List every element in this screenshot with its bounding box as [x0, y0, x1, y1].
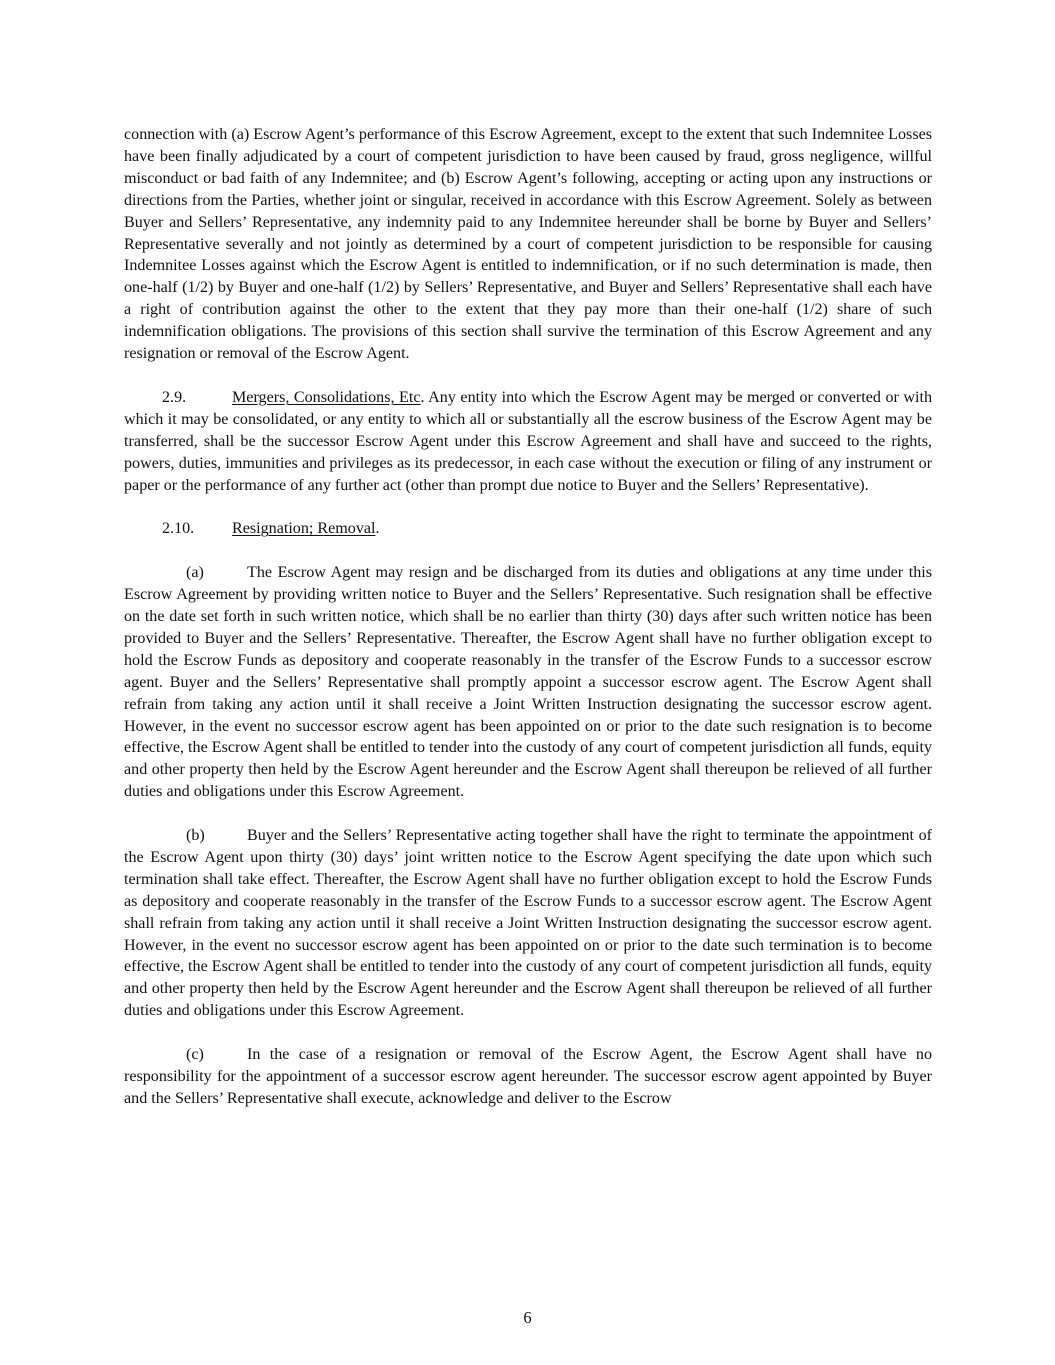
section-number: 2.9. — [162, 388, 187, 406]
page-body — [124, 124, 932, 1132]
section-title: Resignation; Removal — [232, 520, 376, 538]
subsection-text: The Escrow Agent may resign and be discharged from its duties and obligations at any time under this Escrow Agreement by providing written notice to Buyer and the Sellers’ Representative. Such resignation shall be effective on the date set forth in such written notice, which shall be no earlier than thirty (30) days after such written notice has been provided to Buyer and the Sellers’ Representative. Thereafter, the Escrow Agent shall have no further obligation except to hold the Escrow Funds as depository and cooperate reasonably in the transfer of the Escrow Funds to a successor escrow agent. Buyer and the Sellers’ Representative shall promptly appoint a successor escrow agent. The Escrow Agent shall refrain from taking any action until it shall receive a Joint Written Instruction designating the successor escrow agent. However, in the event no successor escrow agent has been appointed on or prior to the date such resignation is to become effective, the Escrow Agent shall be entitled to tender into the custody of any court of competent jurisdiction all funds, equity and other property then held by the Escrow Agent hereunder and the Escrow Agent shall thereupon be relieved of all further duties and obligations under this Escrow Agreement. — [124, 564, 932, 801]
section-title-punctuation: . — [420, 388, 425, 406]
subsection-a — [124, 562, 932, 803]
subsection-c — [124, 1044, 932, 1110]
section-2-10-heading — [124, 518, 932, 540]
page-number: 6 — [523, 1308, 532, 1327]
section-2-9 — [124, 387, 932, 497]
continuation-paragraph: connection with (a) Escrow Agent’s performance of this Escrow Agreement, except to the extent that such Indemnitee Losses have been finally adjudicated by a court of competent jurisdiction to have been caused by fraud, gross negligence, willful misconduct or bad faith of any Indemnitee; and (b) Escrow Agent’s following, accepting or acting upon any instructions or directions from the Parties, whether joint or singular, received in accordance with this Escrow Agreement. Solely as between Buyer and Sellers’ Representative, any indemnity paid to any Indemnitee hereunder shall be borne by Buyer and Sellers’ Representative severally and not jointly as determined by a court of competent jurisdiction to be responsible for causing Indemnitee Losses against which the Escrow Agent is entitled to indemnification, or if no such determination is made, then one-half (1/2) by Buyer and one-half (1/2) by Sellers’ Representative, and Buyer and Sellers’ Representative shall each have a right of contribution against the other to the extent that they pay more than their one-half (1/2) share of such indemnification obligations. The provisions of this section shall survive the termination of this Escrow Agreement and any resignation or removal of the Escrow Agent. — [124, 126, 932, 363]
section-title: Mergers, Consolidations, Etc — [232, 388, 421, 406]
subsection-text: In the case of a resignation or removal of the Escrow Agent, the Escrow Agent shall have no responsibility for the appointment of a successor escrow agent hereunder. The successor escrow agent appointed by Buyer and the Sellers’ Representative shall execute, acknowledge and deliver to the Escrow — [124, 1046, 932, 1107]
subsection-label: (c) — [186, 1046, 204, 1064]
subsection-label: (a) — [186, 564, 204, 582]
subsection-label: (b) — [186, 827, 205, 845]
section-number: 2.10. — [162, 520, 195, 538]
section-title-punctuation: . — [375, 520, 380, 538]
subsection-text: Buyer and the Sellers’ Representative acting together shall have the right to terminate the appointment of the Escrow Agent upon thirty (30) days’ joint written notice to the Escrow Agent specifying the date upon which such termination shall take effect. Thereafter, the Escrow Agent shall have no further obligation except to hold the Escrow Funds as depository and cooperate reasonably in the transfer of the Escrow Funds to a successor escrow agent. The Escrow Agent shall refrain from taking any action until it shall receive a Joint Written Instruction designating the successor escrow agent. However, in the event no successor escrow agent has been appointed on or prior to the date such termination is to become effective, the Escrow Agent shall be entitled to tender into the custody of any court of competent jurisdiction all funds, equity and other property then held by the Escrow Agent hereunder and the Escrow Agent shall thereupon be relieved of all further duties and obligations under this Escrow Agreement. — [124, 827, 932, 1020]
subsection-b — [124, 825, 932, 1022]
section-text: Any entity into which the Escrow Agent may be merged or converted or with which it may be consolidated, or any entity to which all or substantially all the escrow business of the Escrow Agent may be transferred, shall be the successor Escrow Agent under this Escrow Agreement and shall have and succeed to the rights, powers, duties, immunities and privileges as its predecessor, in each case without the execution or filing of any instrument or paper or the performance of any further act (other than prompt due notice to Buyer and the Sellers’ Representative). — [124, 388, 933, 494]
